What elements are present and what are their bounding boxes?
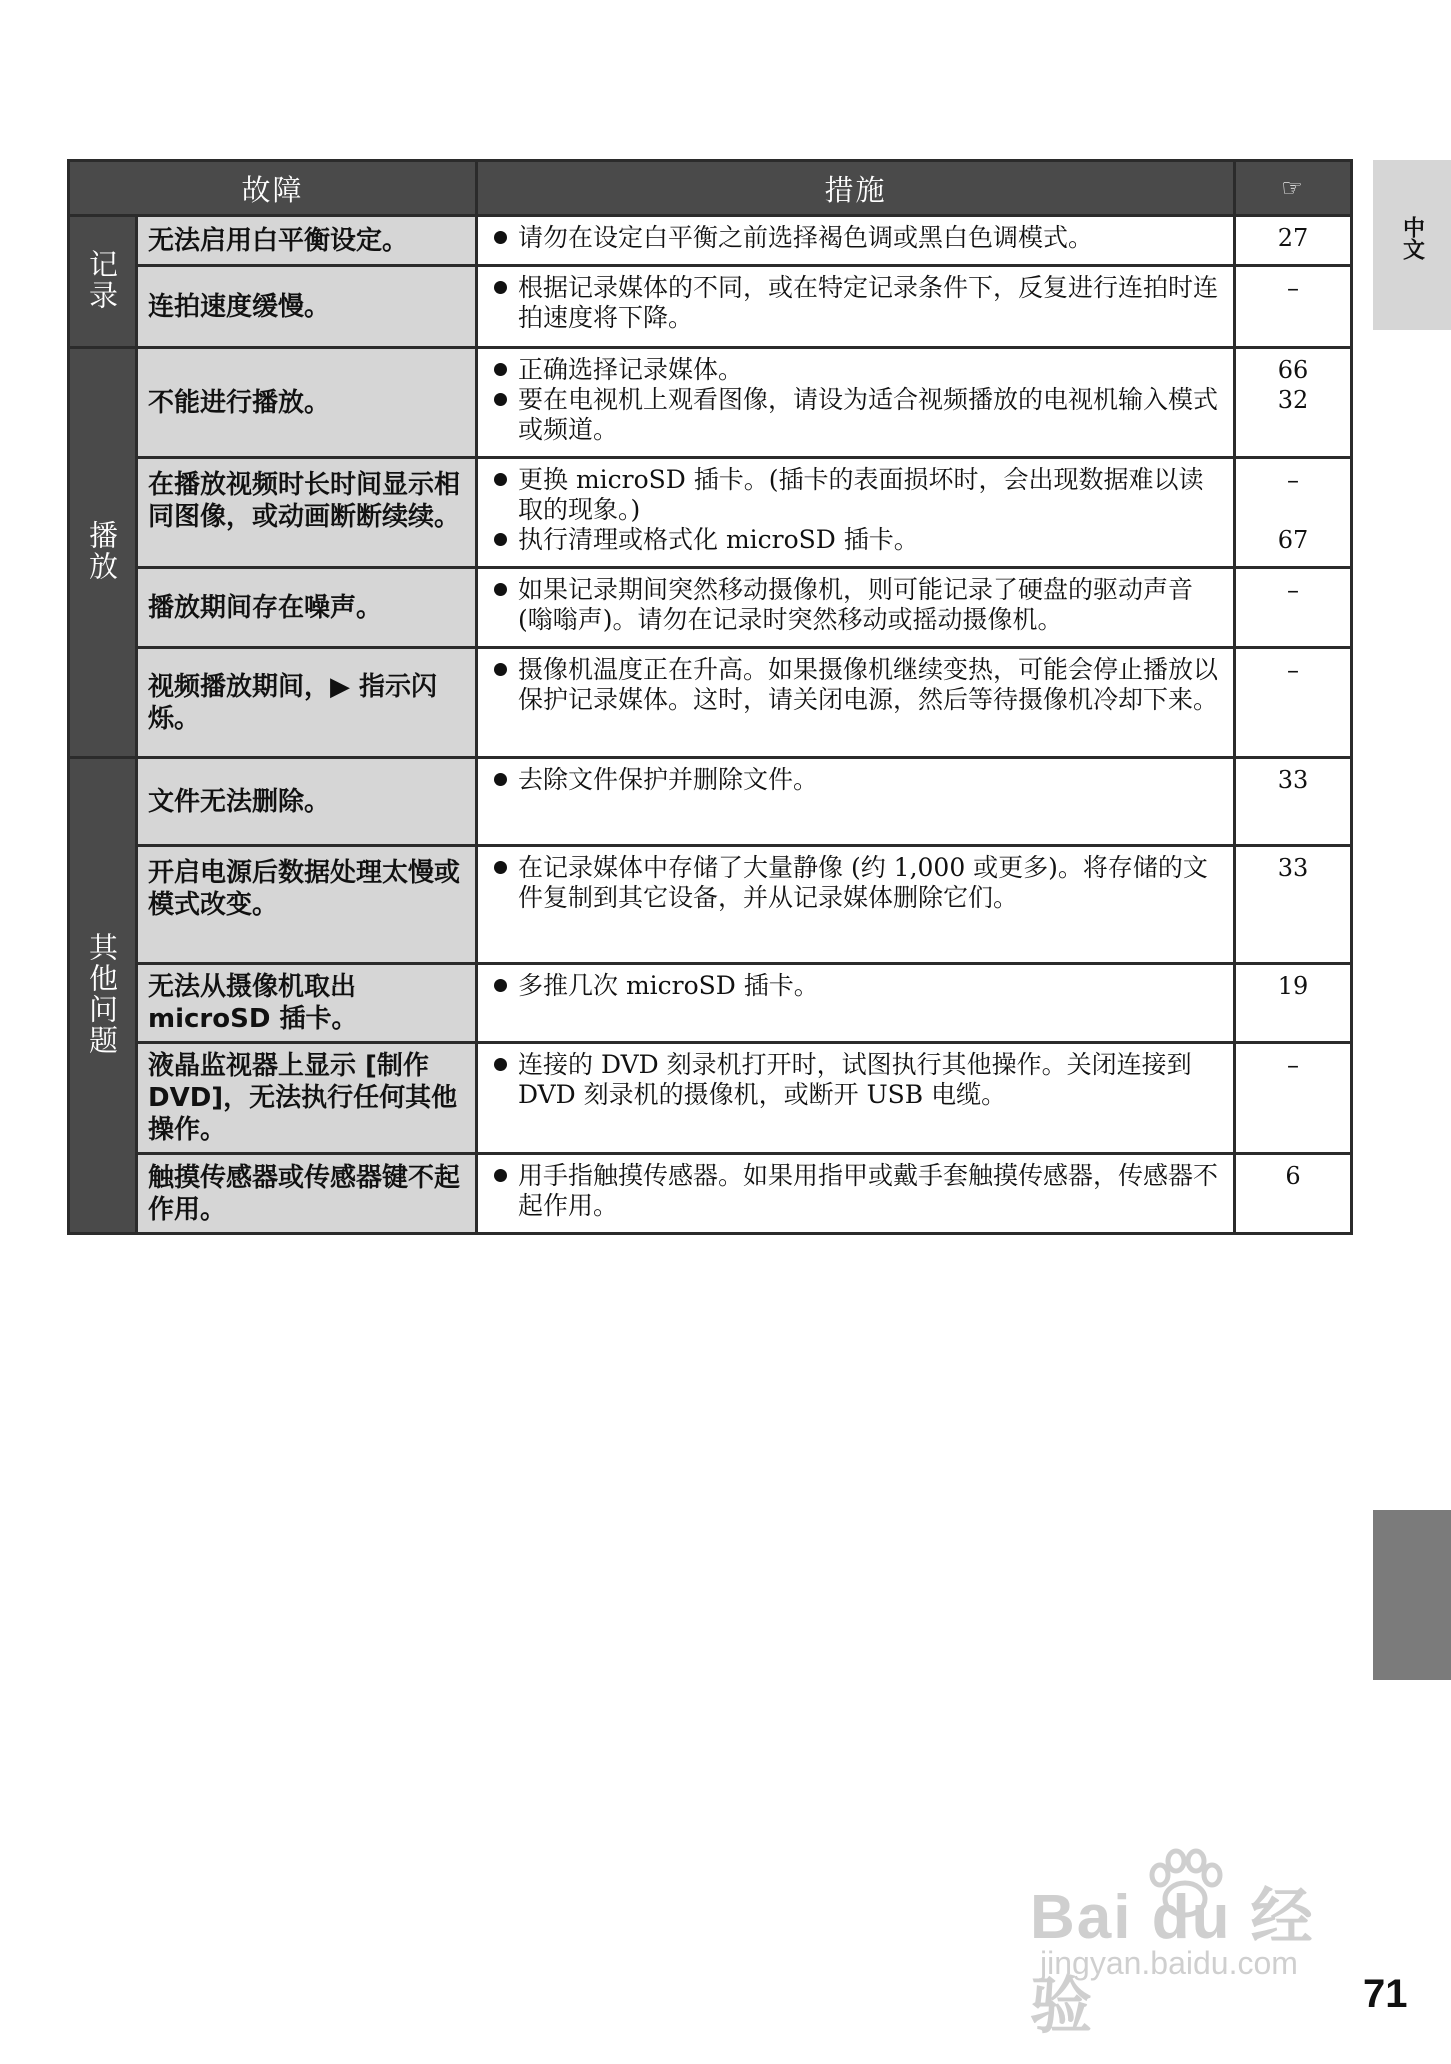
problem-text: 播放期间存在噪声。	[137, 568, 477, 648]
measure-cell	[477, 568, 1235, 648]
table-row	[69, 1043, 1352, 1154]
table-row	[69, 458, 1352, 568]
category-other-issues: 其他问题	[69, 758, 137, 1234]
page-ref: –	[1287, 274, 1300, 302]
reference-cell	[1235, 964, 1352, 1043]
problem-text: 文件无法删除。	[137, 758, 477, 846]
reference-cell	[1235, 458, 1352, 568]
measure-cell	[477, 216, 1235, 266]
measure-cell	[477, 458, 1235, 568]
baidu-jingyan-watermark	[1020, 1845, 1360, 2041]
measure-item: 在记录媒体中存储了大量静像 (约 1,000 或更多)。将存储的文件复制到其它设备，并从记录媒体删除它们。	[492, 853, 1219, 913]
problem-text: 视频播放期间，▶ 指示闪烁。	[137, 648, 477, 758]
reference-cell	[1235, 216, 1352, 266]
table-row	[69, 266, 1352, 348]
troubleshooting-table	[67, 159, 1353, 1235]
measure-cell	[477, 758, 1235, 846]
measure-cell	[477, 348, 1235, 458]
measure-item: 如果记录期间突然移动摄像机，则可能记录了硬盘的驱动声音 (嗡嗡声)。请勿在记录时突然移动或摇动摄像机。	[492, 575, 1219, 635]
page-ref: 19	[1277, 972, 1309, 1000]
category-playback: 播放	[69, 348, 137, 758]
table-row	[69, 648, 1352, 758]
measure-item: 去除文件保护并删除文件。	[492, 765, 1219, 795]
page-ref: 33	[1277, 854, 1309, 882]
header-reference-icon: ☞	[1235, 161, 1352, 216]
table-row	[69, 568, 1352, 648]
measure-item: 正确选择记录媒体。	[492, 355, 1219, 385]
reference-cell	[1235, 1043, 1352, 1154]
page-ref: 27	[1277, 224, 1309, 252]
table-row	[69, 964, 1352, 1043]
measure-item: 执行清理或格式化 microSD 插卡。	[492, 525, 1219, 555]
problem-text: 在播放视频时长时间显示相同图像，或动画断断续续。	[137, 458, 477, 568]
problem-text: 无法从摄像机取出 microSD 插卡。	[137, 964, 477, 1043]
language-label: 中文	[1399, 216, 1425, 260]
side-marker-block	[1373, 1510, 1451, 1680]
measure-item: 用手指触摸传感器。如果用指甲或戴手套触摸传感器，传感器不起作用。	[492, 1161, 1219, 1221]
table-row	[69, 1154, 1352, 1234]
page-ref	[1236, 495, 1350, 525]
header-problem: 故障	[69, 161, 477, 216]
page-ref: –	[1287, 656, 1300, 684]
language-tab	[1373, 160, 1451, 330]
page-number: 71	[1363, 1972, 1408, 2016]
measure-cell	[477, 648, 1235, 758]
measure-cell	[477, 1154, 1235, 1234]
page-ref: 6	[1285, 1162, 1301, 1190]
reference-cell	[1235, 846, 1352, 964]
page-ref: 32	[1277, 386, 1309, 414]
measure-cell	[477, 964, 1235, 1043]
measure-item: 要在电视机上观看图像，请设为适合视频播放的电视机输入模式或频道。	[492, 385, 1219, 445]
reference-cell	[1235, 758, 1352, 846]
page-ref: –	[1287, 466, 1300, 494]
measure-cell	[477, 266, 1235, 348]
measure-item: 摄像机温度正在升高。如果摄像机继续变热，可能会停止播放以保护记录媒体。这时，请关闭电源，然后等待摄像机冷却下来。	[492, 655, 1219, 715]
table-row	[69, 846, 1352, 964]
problem-text: 开启电源后数据处理太慢或模式改变。	[137, 846, 477, 964]
header-measure: 措施	[477, 161, 1235, 216]
page-ref: 33	[1277, 766, 1309, 794]
measure-item: 更换 microSD 插卡。(插卡的表面损坏时，会出现数据难以读取的现象。)	[492, 465, 1219, 525]
problem-text: 不能进行播放。	[137, 348, 477, 458]
measure-item: 根据记录媒体的不同，或在特定记录条件下，反复进行连拍时连拍速度将下降。	[492, 273, 1219, 333]
measure-item: 多推几次 microSD 插卡。	[492, 971, 1219, 1001]
problem-text: 连拍速度缓慢。	[137, 266, 477, 348]
page-ref: –	[1287, 576, 1300, 604]
reference-cell	[1235, 568, 1352, 648]
page-ref: –	[1287, 1051, 1300, 1079]
watermark-brand: Bai du 经验	[1030, 1883, 1315, 2041]
table-row	[69, 348, 1352, 458]
reference-cell	[1235, 1154, 1352, 1234]
problem-text: 触摸传感器或传感器键不起作用。	[137, 1154, 477, 1234]
category-recording: 记录	[69, 216, 137, 348]
problem-text: 液晶监视器上显示 [制作 DVD]，无法执行任何其他操作。	[137, 1043, 477, 1154]
measure-cell	[477, 1043, 1235, 1154]
reference-cell	[1235, 266, 1352, 348]
problem-text: 无法启用白平衡设定。	[137, 216, 477, 266]
table-header-row	[69, 161, 1352, 216]
table-row	[69, 758, 1352, 846]
reference-cell	[1235, 648, 1352, 758]
page-ref: 66	[1277, 356, 1309, 384]
page-ref: 67	[1277, 526, 1309, 554]
measure-cell	[477, 846, 1235, 964]
measure-item: 连接的 DVD 刻录机打开时，试图执行其他操作。关闭连接到 DVD 刻录机的摄像机，或断开 USB 电缆。	[492, 1050, 1219, 1110]
reference-cell	[1235, 348, 1352, 458]
paw-logo-icon	[1140, 1845, 1230, 1925]
measure-item: 请勿在设定白平衡之前选择褐色调或黑白色调模式。	[492, 223, 1219, 253]
watermark-url: jingyan.baidu.com	[1040, 1945, 1298, 1981]
table-row	[69, 216, 1352, 266]
